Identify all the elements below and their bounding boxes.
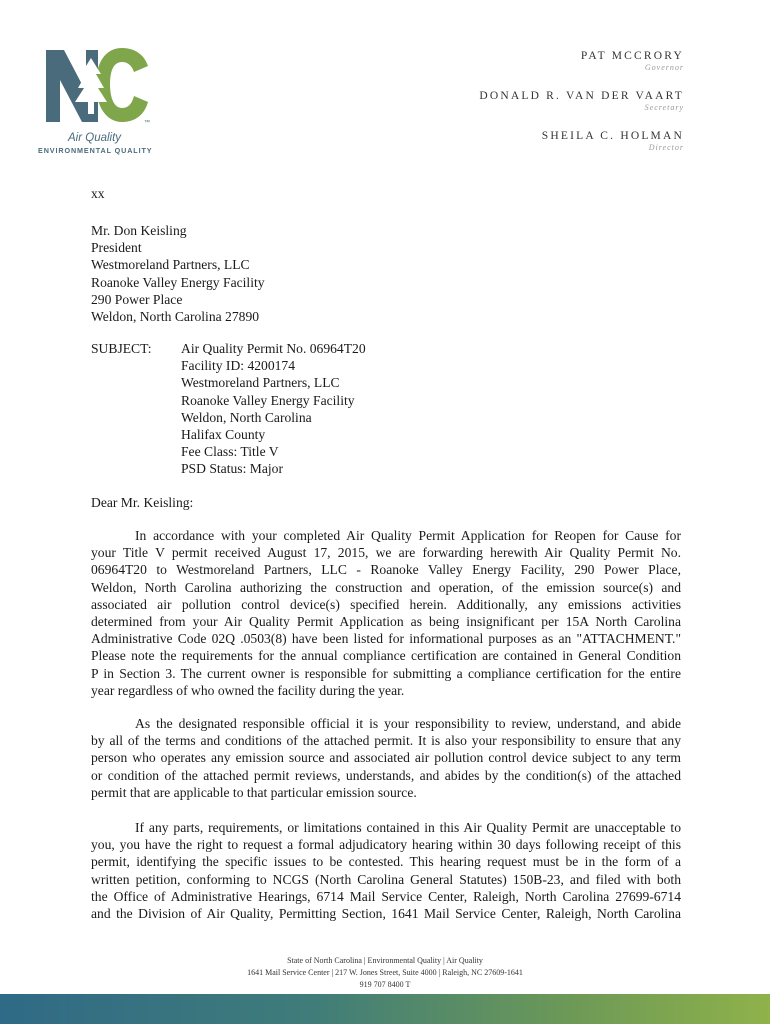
paragraph-line: permit that are applicable to that particular emission source. bbox=[91, 784, 417, 800]
paragraph-line: the Office of Administrative Hearings, 6714 Mail Service Center, Raleigh, North Carolina 27699-6714 bbox=[91, 888, 681, 904]
address-line: Weldon, North Carolina 27890 bbox=[91, 309, 260, 325]
nc-logo-mark bbox=[44, 44, 156, 126]
paragraph-line: In accordance with your completed Air Quality Permit Application for Reopen for Cause for bbox=[135, 528, 681, 543]
logo-department: ENVIRONMENTAL QUALITY bbox=[38, 146, 153, 155]
footer-line: State of North Carolina | Environmental Quality | Air Quality bbox=[287, 956, 483, 965]
address-line: President bbox=[91, 240, 142, 256]
paragraph-line: Please note the requirements for the annual compliance certification are contained in General Condition bbox=[91, 648, 681, 664]
subject-line: Halifax County bbox=[181, 427, 266, 443]
subject-line: Fee Class: Title V bbox=[181, 444, 279, 460]
subject-line: Roanoke Valley Energy Facility bbox=[181, 392, 355, 408]
subject-lines bbox=[181, 340, 366, 478]
paragraph-line: determined from your Air Quality Permit Application as being insignificant per 15A North Carolina bbox=[91, 613, 681, 629]
paragraph-line: 06964T20 to Westmoreland Partners, LLC - Roanoke Valley Energy Facility, 290 Power Place, bbox=[91, 562, 681, 578]
footer bbox=[0, 955, 770, 991]
paragraph-line: you, you have the right to request a formal adjudicatory hearing within 30 days following receipt of this bbox=[91, 837, 681, 853]
official-name: PAT MCCRORY bbox=[580, 50, 684, 62]
official-name: SHEILA C. HOLMAN bbox=[541, 130, 684, 142]
address-line: Roanoke Valley Energy Facility bbox=[91, 274, 265, 290]
paragraph-line: your Title V permit received August 17, 2015, we are forwarding herewith Air Quality Permit No. bbox=[91, 545, 681, 561]
logo-subtitle: Air Quality bbox=[68, 132, 122, 144]
paragraph-line: written petition, conforming to NCGS (North Carolina General Statutes) 150B-23, and filed with both bbox=[91, 871, 681, 887]
address-line: Mr. Don Keisling bbox=[91, 223, 187, 238]
paragraph-2 bbox=[91, 715, 681, 801]
paragraph-line: permit, identifying the specific issues to be contested. This hearing request must be in the form of a bbox=[91, 854, 681, 870]
paragraph-line: by all of the terms and conditions of the attached permit. It is also your responsibility to ensure that any bbox=[91, 733, 681, 749]
nc-air-quality-logo bbox=[38, 44, 156, 156]
official-title: Director bbox=[648, 143, 684, 152]
official-name: DONALD R. VAN DER VAART bbox=[479, 90, 684, 102]
paragraph-line: Weldon, North Carolina authorizing the construction and operation, of the emission source(s) and bbox=[91, 579, 681, 595]
paragraph-3 bbox=[91, 819, 681, 922]
official-title: Governor bbox=[644, 63, 684, 72]
subject-line: Air Quality Permit No. 06964T20 bbox=[181, 341, 366, 356]
subject-line: Facility ID: 4200174 bbox=[181, 358, 296, 374]
officials-block bbox=[479, 50, 684, 170]
subject-line: PSD Status: Major bbox=[181, 461, 283, 477]
footer-color-bar bbox=[0, 994, 770, 1024]
paragraph-line: As the designated responsible official it is your responsibility to review, understand, and abide bbox=[135, 716, 681, 731]
recipient-address bbox=[91, 222, 681, 325]
svg-text:™: ™ bbox=[144, 120, 150, 126]
salutation: Dear Mr. Keisling: bbox=[91, 495, 194, 510]
paragraph-line: and the Division of Air Quality, Permitting Section, 1641 Mail Service Center, Raleigh, North Carolina bbox=[91, 905, 681, 921]
paragraph-line: or condition of the attached permit reviews, understands, and abides by the condition(s) of the attached bbox=[91, 767, 681, 783]
address-line: Westmoreland Partners, LLC bbox=[91, 257, 250, 273]
paragraph-line: If any parts, requirements, or limitations contained in this Air Quality Permit are unacceptable to bbox=[135, 820, 681, 835]
subject-line: Weldon, North Carolina bbox=[181, 409, 312, 425]
paragraph-line: person who operates any emission source and associated air pollution control device subject to any term bbox=[91, 750, 681, 766]
letter-date: xx bbox=[91, 186, 105, 201]
footer-line: 1641 Mail Service Center | 217 W. Jones Street, Suite 4000 | Raleigh, NC 27609-1641 bbox=[247, 968, 523, 977]
subject-line: Westmoreland Partners, LLC bbox=[181, 375, 340, 391]
paragraph-line: Administrative Code 02Q .0503(8) have been listed for informational purposes as an "ATTACHMENT." bbox=[91, 631, 681, 647]
paragraph-line: P in Section 3. The current owner is responsible for submitting a compliance certification for the entire bbox=[91, 665, 681, 681]
footer-line: 919 707 8400 T bbox=[359, 980, 411, 989]
paragraph-line: year regardless of who owned the facility during the year. bbox=[91, 682, 405, 698]
official-title: Secretary bbox=[644, 103, 684, 112]
address-line: 290 Power Place bbox=[91, 291, 183, 307]
paragraph-line: associated air pollution control device(s) specified herein. Additionally, any emissions activities bbox=[91, 596, 681, 612]
paragraph-1 bbox=[91, 527, 681, 699]
subject-label: SUBJECT: bbox=[91, 341, 152, 356]
